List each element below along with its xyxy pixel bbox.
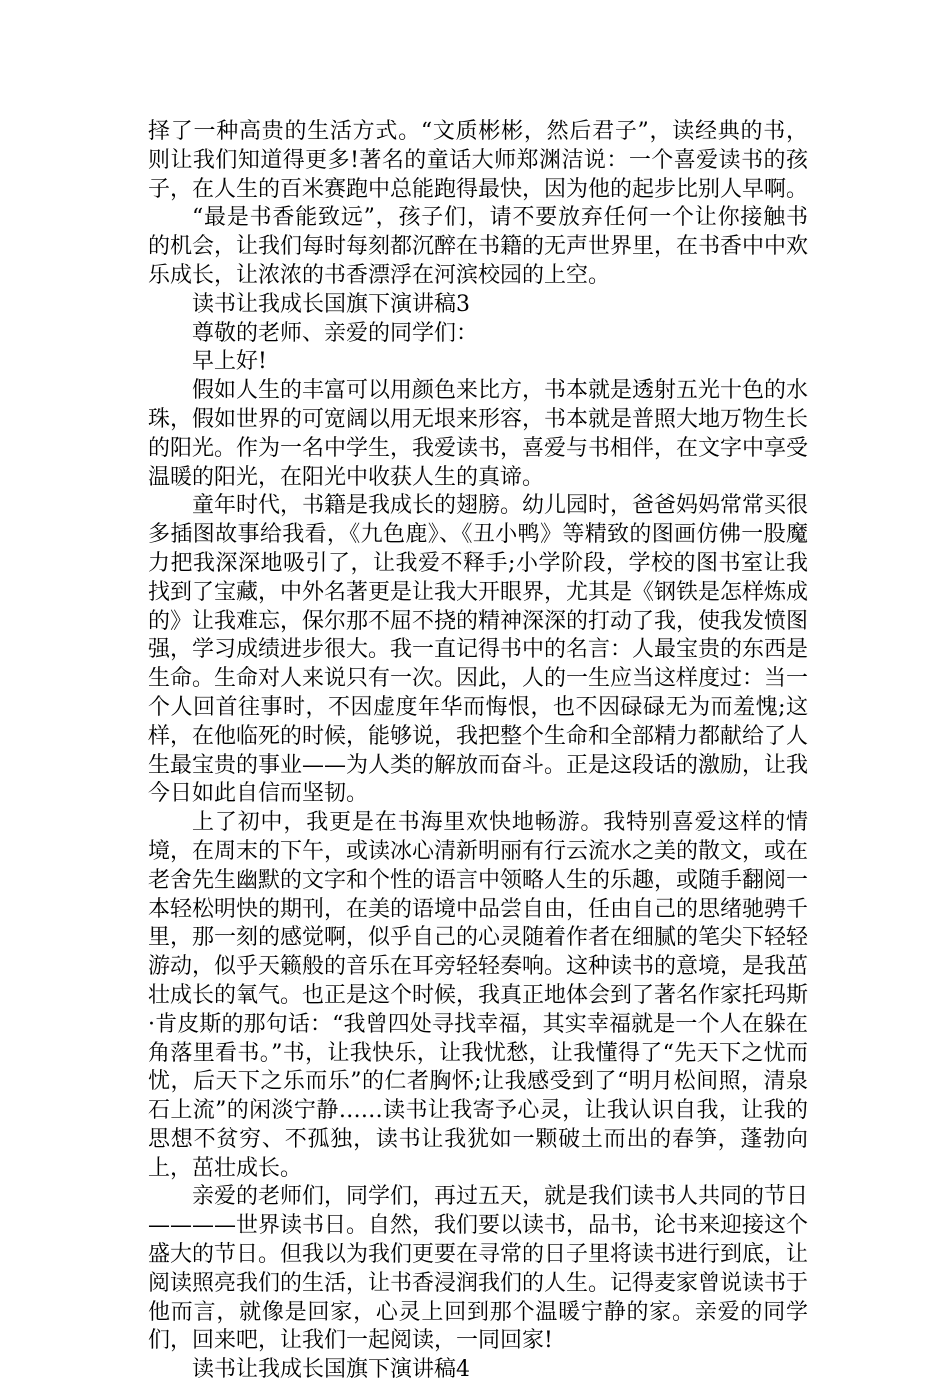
- paragraph-1: 择了一种高贵的生活方式。“文质彬彬，然后君子”，读经典的书，则让我们知道得更多!著名的童话大师郑渊洁说：一个喜爱读书的孩子，在人生的百米赛跑中总能跑得最快，因为他的起步比别人早啊。: [148, 119, 809, 202]
- speech-title-4: 读书让我成长国旗下演讲稿4: [192, 1357, 470, 1383]
- speech-title-3: 读书让我成长国旗下演讲稿3: [192, 291, 470, 317]
- paragraph-intro: 假如人生的丰富可以用颜色来比方，书本就是透射五光十色的水珠，假如世界的可宽阔以用无垠来形容，书本就是普照大地万物生长的阳光。作为一名中学生，我爱读书，喜爱与书相伴，在文字中享受温暖的阳光，在阳光中收获人生的真谛。: [148, 378, 809, 490]
- salutation: 尊敬的老师、亲爱的同学们：: [192, 320, 479, 346]
- document-body: [148, 118, 808, 1385]
- paragraph-junior-high: 上了初中，我更是在书海里欢快地畅游。我特别喜爱这样的情境，在周末的下午，或读冰心清新明丽有行云流水之美的散文，或在老舍先生幽默的文字和个性的语言中领略人生的乐趣，或随手翻阅一本轻松明快的期刊，在美的语境中品尝自由，任由自己的思绪驰骋千里，那一刻的感觉啊，似乎自己的心灵随着作者在细腻的笔尖下轻轻游动，似乎天籁般的音乐在耳旁轻轻奏响。这种读书的意境，是我茁壮成长的氧气。也正是这个时候，我真正地体会到了著名作家托玛斯·肯皮斯的那句话：“我曾四处寻找幸福，其实幸福就是一个人在躲在角落里看书。”书，让我快乐，让我忧愁，让我懂得了“先天下之忧而忧，后天下之乐而乐”的仁者胸怀;让我感受到了“明月松间照，清泉石上流”的闲淡宁静……读书让我寄予心灵，让我认识自我，让我的思想不贫穷、不孤独，读书让我犹如一颗破土而出的春笋，蓬勃向上，茁壮成长。: [148, 810, 809, 1181]
- paragraph-2: “最是书香能致远”，孩子们，请不要放弃任何一个让你接触书的机会，让我们每时每刻都沉醉在书籍的无声世界里，在书香中中欢乐成长，让浓浓的书香漂浮在河滨校园的上空。: [148, 205, 809, 288]
- paragraph-childhood: 童年时代，书籍是我成长的翅膀。幼儿园时，爸爸妈妈常常买很多插图故事给我看，《九色鹿》、《丑小鸭》等精致的图画仿佛一股魔力把我深深地吸引了，让我爱不释手;小学阶段，学校的图书室让我找到了宝藏，中外名著更是让我大开眼界，尤其是《钢铁是怎样炼成的》让我难忘，保尔那不屈不挠的精神深深的打动了我，使我发愤图强，学习成绩进步很大。我一直记得书中的名言：人最宝贵的东西是生命。生命对人来说只有一次。因此，人的一生应当这样度过：当一个人回首往事时，不因虚度年华而悔恨，也不因碌碌无为而羞愧;这样，在他临死的时候，能够说，我把整个生命和全部精力都献给了人生最宝贵的事业——为人类的解放而奋斗。正是这段话的激励，让我今日如此自信而坚韧。: [148, 493, 809, 807]
- paragraph-closing: 亲爱的老师们，同学们，再过五天，就是我们读书人共同的节日————世界读书日。自然，我们要以读书，品书，论书来迎接这个盛大的节日。但我以为我们更要在寻常的日子里将读书进行到底，让阅读照亮我们的生活，让书香浸润我们的人生。记得麦家曾说读书于他而言，就像是回家，心灵上回到那个温暖宁静的家。亲爱的同学们，回来吧，让我们一起阅读，一同回家!: [148, 1184, 809, 1354]
- greeting: 早上好!: [192, 349, 267, 375]
